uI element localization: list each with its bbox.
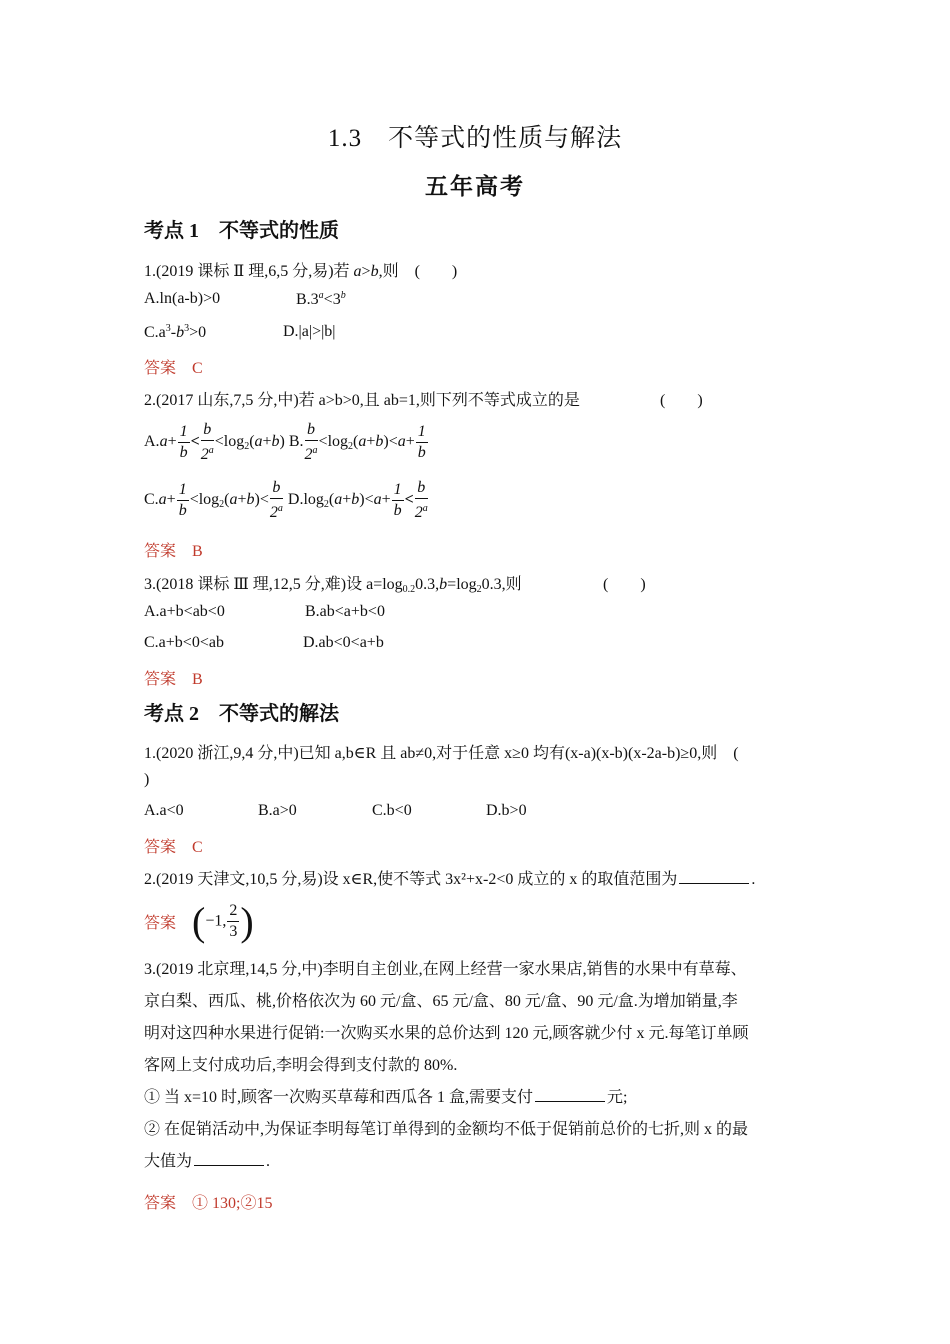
s2-q1-option-d: D.b>0 [486, 802, 527, 819]
s2-q1-stem: 1.(2020 浙江,9,4 分,中)已知 a,b∈R 且 ab≠0,对于任意 x≥0 均有(x-a)(x-b)(x-2a-b)≥0,则 ( [144, 745, 739, 762]
s1-q3-option-a: A.a+b<ab<0 [144, 603, 225, 620]
page-title: 1.3 不等式的性质与解法 [327, 125, 623, 152]
s1-q3-stem: 3.(2018 课标 Ⅲ 理,12,5 分,难)设 $a=\log_{0.2}0.3,b=\log_20.3$,则 [144, 576, 522, 595]
s1-q3-option-b: B.ab<a+b<0 [305, 603, 385, 620]
s1-q2-options-ab: A.a+ $\frac{1}{b}$ < $\frac{b}{2^a}$ $<\log_2(a+b)$ B. $\frac{b}{2^a}$ $<\log_2(a+b)<a+$ $\frac{1}{b}$ [144, 421, 426, 463]
s2-q2-stem: 2.(2019 天津文,10,5 分,易)设 x∈R,使不等式 3x²+x-2<0 成立的 x 的取值范围为 . [144, 871, 756, 888]
s1-q2-paren: ( ) [660, 392, 703, 409]
page-subtitle: 五年高考 [425, 174, 525, 199]
s1-q3-paren: ( ) [603, 576, 646, 593]
s1-q2-answer: 答案 B [144, 543, 203, 560]
s1-q1-answer: 答案 C [144, 360, 203, 377]
s1-q1-option-b: $B.3^a<3^b$ [296, 290, 346, 308]
s1-q1-option-d: D.|a|>|b| [283, 323, 336, 340]
s1-q1-stem: 1.(2019 课标 Ⅱ 理,6,5 分,易)若 a>b,则 ( ) [144, 263, 458, 280]
s2-q1-option-a: A.a<0 [144, 802, 184, 819]
s1-q3-option-c: C.a+b<0<ab [144, 634, 224, 651]
section-heading-2: 考点 2 不等式的解法 [144, 703, 339, 725]
s2-q1-answer: 答案 C [144, 839, 203, 856]
s2-q1-option-c: C.b<0 [372, 802, 412, 819]
s1-q1-option-c: $C.a^3-b^3>0$ [144, 323, 207, 341]
s2-q1-stem-cont: ) [144, 771, 150, 788]
s2-q2-answer: 答案 (−1, $\frac{2}{3}$ ) [144, 899, 254, 944]
s1-q3-option-d: D.ab<0<a+b [303, 634, 384, 651]
s1-q2-options-cd: C.a+ $\frac{1}{b}$ $<\log_2(a+b)<$ $\frac{b}{2^a}$ $D.\log_2(a+b)<a+$ $\frac{1}{b}$ < $\frac{b}{2^a}$ [144, 479, 428, 521]
s2-q3-answer: 答案 ① 130;②15 [144, 1195, 273, 1212]
s2-q3-body: 3.(2019 北京理,14,5 分,中)李明自主创业,在网上经营一家水果店,销售的水果中有草莓、 京白梨、西瓜、桃,价格依次为 60 元/盒、65 元/盒、80 元/盒、90 元/盒.为增加销量,李 明对这四种水果进行促销:一次购买水果的总价达到 120 元,顾客就少付 x 元.每笔订单顾 客网上支付成功后,李明会得到支付款的 80%. ① 当 x=10 时,顾客一次购买草莓和西瓜各 1 盒,需要支付 元; ② 在促销活动中,为保证李明每笔订单得到的金额均不低于促销前总价的七折,则 x 的最 大值为 . [144, 961, 749, 1170]
s1-q1-option-a: A.ln(a-b)>0 [144, 290, 221, 307]
section-heading-1: 考点 1 不等式的性质 [144, 220, 339, 242]
s2-q1-option-b: B.a>0 [258, 802, 297, 819]
s1-q2-stem: 2.(2017 山东,7,5 分,中)若 a>b>0,且 ab=1,则下列不等式成立的是 [144, 392, 580, 409]
s1-q3-answer: 答案 B [144, 671, 203, 688]
